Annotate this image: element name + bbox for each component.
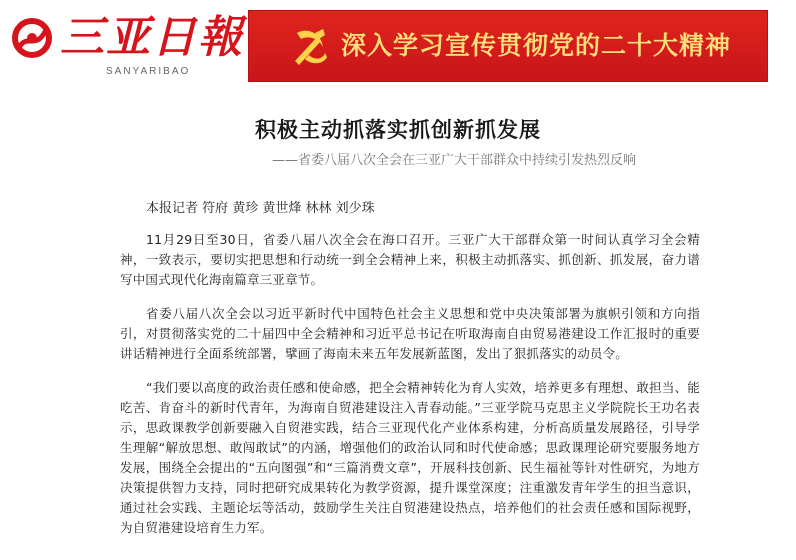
article-headline: 积极主动抓落实抓创新抓发展 <box>255 118 541 142</box>
article-body <box>120 230 700 552</box>
sanya-logo-icon <box>10 16 54 60</box>
banner-text: 深入学习宣传贯彻党的二十大精神 <box>341 31 732 60</box>
newspaper-logo[interactable] <box>10 12 244 84</box>
article-paragraph: 省委八届八次全会以习近平新时代中国特色社会主义思想和党中央决策部署为旗帜引领和方向指引，对贯彻落实党的二十届四中全会精神和习近平总书记在听取海南自由贸易港建设工作汇报时的重要讲话精神进行全面系统部署，擘画了海南未来五年发展新蓝图，发出了狠抓落实的动员令。 <box>120 306 700 361</box>
article-paragraph: “我们要以高度的政治责任感和使命感，把全会精神转化为育人实效，培养更多有理想、敢担当、能吃苦、肯奋斗的新时代青年，为海南自贸港建设注入青春动能。”三亚学院马克思主义学院院长王功名表示，思政课教学创新要融入自贸港实践，结合三亚现代化产业体系构建，分析高质量发展路径，引导学生理解“解放思想、敢闯敢试”的内涵，增强他们的政治认同和时代使命感；思政课理论研究要服务地方发展，围绕全会提出的“五向图强”和“三篇消费文章”，开展科技创新、民生福祉等针对性研究，为地方决策提供智力支持，同时把研究成果转化为教学资源，提升课堂深度；注重激发青年学生的担当意识，通过社会实践、主题论坛等活动，鼓励学生关注自贸港建设热点，培养他们的社会责任感和国际视野，为自贸港建设培育生力军。 <box>120 380 700 535</box>
campaign-banner[interactable] <box>248 10 768 82</box>
logo-name: 三亚日報 <box>60 12 244 63</box>
article-subhead: ——省委八届八次全会在三亚广大干部群众中持续引发热烈反响 <box>271 153 636 168</box>
logo-pinyin: SANYARIBAO <box>106 66 191 77</box>
article-paragraph: 11月29日至30日，省委八届八次全会在海口召开。三亚广大干部群众第一时间认真学习全会精神，一致表示，要切实把思想和行动统一到全会精神上来，积极主动抓落实、抓创新、抓发展，奋力谱写中国式现代化海南篇章三亚章节。 <box>120 232 700 287</box>
party-emblem-icon <box>289 25 329 69</box>
article-byline: 本报记者 符府 黄珍 黄世烽 林林 刘少珠 <box>146 201 375 216</box>
masthead <box>0 0 796 92</box>
